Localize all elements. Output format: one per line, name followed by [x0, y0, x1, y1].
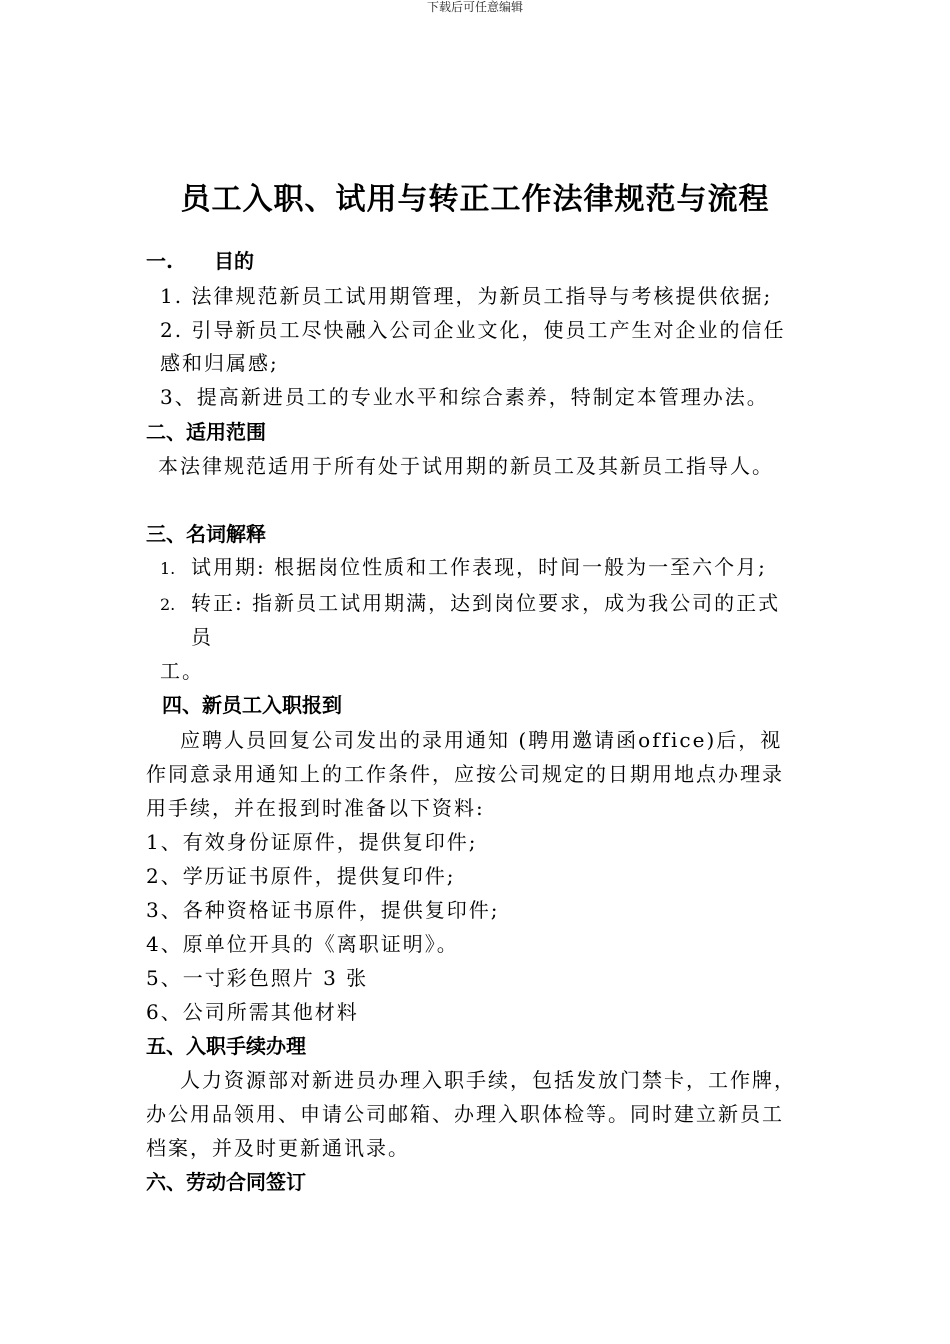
section-3-item-2-text: 转正: 指新员工试用期满，达到岗位要求，成为我公司的正式 [191, 591, 781, 615]
section-4-heading: 四、新员工入职报到 [162, 693, 342, 717]
section-4-item-2: 2、学历证书原件，提供复印件; [146, 864, 456, 888]
section-5-heading: 五、入职手续办理 [146, 1034, 306, 1058]
section-3-item-1-number: 1. [160, 559, 176, 578]
section-1-item-2: 2. 引导新员工尽快融入公司企业文化，使员工产生对企业的信任 [160, 318, 786, 342]
section-3-heading: 三、名词解释 [146, 522, 266, 546]
section-2-heading: 二、适用范围 [146, 420, 266, 444]
section-4-item-5: 5、一寸彩色照片 3 张 [146, 966, 369, 990]
section-3-item-2-number: 2. [160, 595, 176, 614]
page-header-note: 下载后可任意编辑 [426, 0, 523, 14]
section-4-item-6: 6、公司所需其他材料 [146, 1000, 359, 1024]
section-3-item-2-cont-2: 工。 [160, 659, 204, 683]
section-1-heading: 目的 [214, 249, 254, 273]
section-4-item-3: 3、各种资格证书原件，提供复印件; [146, 898, 500, 922]
section-5-para-line-1: 人力资源部对新进员办理入职手续，包括发放门禁卡，工作牌， [180, 1068, 796, 1092]
section-4-item-1: 1、有效身份证原件，提供复印件; [146, 830, 478, 854]
section-3-item-1-text: 试用期: 根据岗位性质和工作表现，时间一般为一至六个月; [191, 555, 767, 579]
section-5-para-line-2: 办公用品领用、申请公司邮箱、办理入职体检等。同时建立新员工 [146, 1102, 784, 1126]
section-4-item-4: 4、原单位开具的《离职证明》。 [146, 932, 459, 956]
section-4-para-line-2: 作同意录用通知上的工作条件，应按公司规定的日期用地点办理录 [146, 762, 784, 786]
section-1-item-3: 3、提高新进员工的专业水平和综合素养，特制定本管理办法。 [160, 385, 769, 409]
section-1-item-2-cont: 感和归属感; [160, 351, 279, 375]
section-4-para-line-3: 用手续，并在报到时准备以下资料: [146, 796, 485, 820]
section-2-text: 本法律规范适用于所有处于试用期的新员工及其新员工指导人。 [158, 454, 774, 478]
document-title: 员工入职、试用与转正工作法律规范与流程 [180, 182, 770, 217]
section-6-heading: 六、劳动合同签订 [146, 1170, 306, 1194]
section-3-item-2-cont-1: 员 [191, 625, 213, 649]
section-1-number: 一. [146, 249, 173, 273]
section-5-para-line-3: 档案，并及时更新通讯录。 [146, 1136, 410, 1160]
section-1-item-1: 1. 法律规范新员工试用期管理，为新员工指导与考核提供依据; [160, 284, 773, 308]
section-4-para-line-1: 应聘人员回复公司发出的录用通知 (聘用邀请函office)后，视 [180, 728, 783, 752]
